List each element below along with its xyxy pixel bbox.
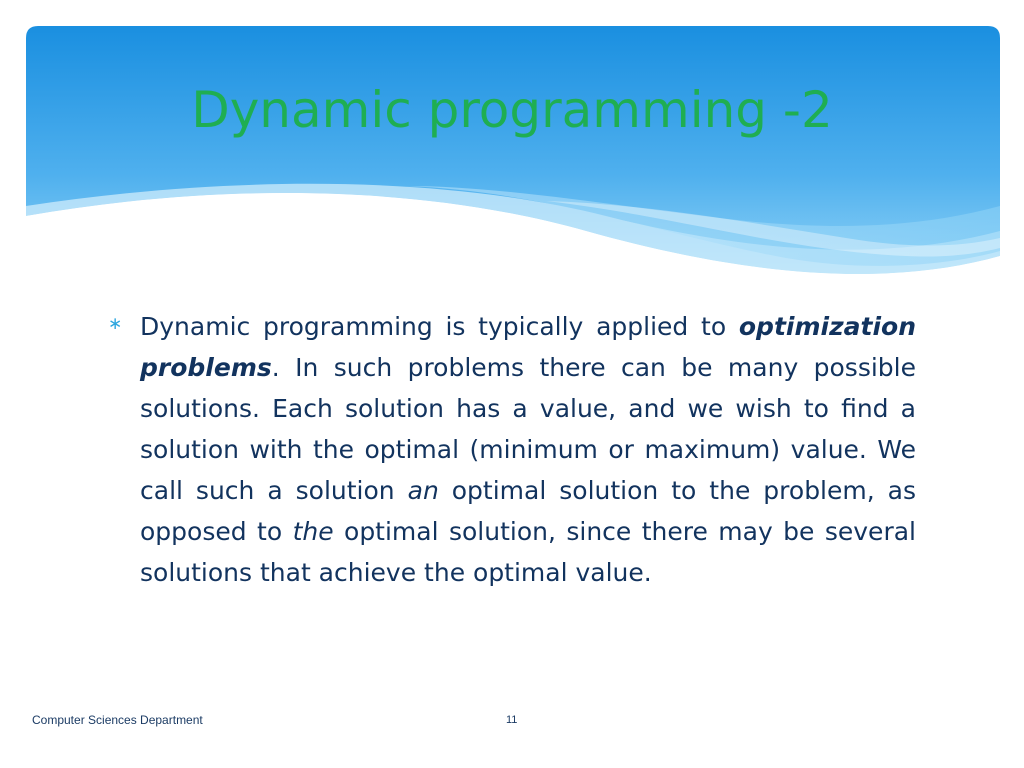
content-area (100, 306, 920, 618)
wave-decoration (26, 26, 1000, 286)
paragraph-text-1: Dynamic programming is typically applied to (140, 312, 739, 341)
footer-department: Computer Sciences Department (32, 713, 203, 727)
header-banner (26, 26, 1000, 286)
paragraph-text-4: optimal solution, since there may be several solutions that achieve the optimal value. (140, 517, 916, 587)
paragraph-text-3: optimal solution to the problem, as opposed to (140, 476, 916, 546)
paragraph-text-2: . In such problems there can be many possible solutions. Each solution has a value, and we wish to find a solution with the optimal (minimum or maximum) value. We call such a solution (140, 353, 916, 505)
emphasis-the: the (292, 517, 334, 546)
footer-page-number: 11 (506, 714, 518, 726)
bullet-icon: ∗ (108, 314, 123, 334)
slide-title: Dynamic programming -2 (191, 81, 833, 139)
body-paragraph (140, 306, 916, 593)
emphasis-optimization-problems: optimization problems (140, 312, 916, 382)
emphasis-an: an (407, 476, 439, 505)
